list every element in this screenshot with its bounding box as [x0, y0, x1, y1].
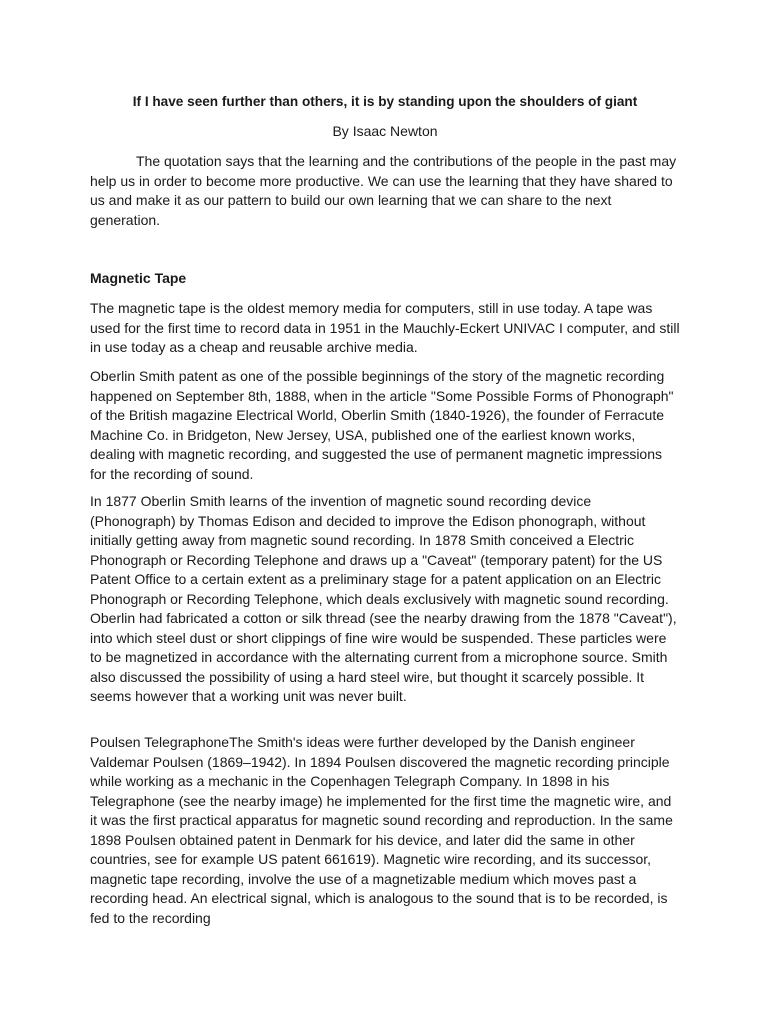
- body-paragraph-3: In 1877 Oberlin Smith learns of the invention of magnetic sound recording device (Phonograph) by Thomas Edison and decided to improve the Edison phonograph, without initially getting away from magnetic sound recording. In 1878 Smith conceived a Electric Phonograph or Recording Telephone and draws up a "Caveat" (temporary patent) for the US Patent Office to a certain extent as a preliminary stage for a patent application on an Electric Phonograph or Recording Telephone, which deals exclusively with magnetic sound recording. Oberlin had fabricated a cotton or silk thread (see the nearby drawing from the 1878 "Caveat"), into which steel dust or short clippings of fine wire would be suspended. These particles were to be magnetized in accordance with the alternating current from a microphone source. Smith also discussed the possibility of using a hard steel wire, but thought it scarcely possible. It seems however that a working unit was never built.: [90, 493, 677, 704]
- body-paragraph-2: Oberlin Smith patent as one of the possible beginnings of the story of the magnetic recording happened on September 8th, 1888, when in the article "Some Possible Forms of Phonograph" of the British magazine Electrical World, Oberlin Smith (1840-1926), the founder of Ferracute Machine Co. in Bridgeton, New Jersey, USA, published one of the earliest known works, dealing with magnetic recording, and suggested the use of permanent magnetic impressions for the recording of sound.: [90, 368, 674, 482]
- body-paragraph-4: Poulsen TelegraphoneThe Smith's ideas were further developed by the Danish engineer Valdemar Poulsen (1869–1942). In 1894 Poulsen discovered the magnetic recording principle while working as a mechanic in the Copenhagen Telegraph Company. In 1898 in his Telegraphone (see the nearby image) he implemented for the first time the magnetic wire, and it was the first practical apparatus for magnetic sound recording and reproduction. In the same 1898 Poulsen obtained patent in Denmark for his device, and later did the same in other countries, see for example US patent 661619). Magnetic wire recording, and its successor, magnetic tape recording, involve the use of a magnetizable medium which moves past a recording head. An electrical signal, which is analogous to the sound that is to be recorded, is fed to the recording: [90, 734, 673, 926]
- document-title: If I have seen further than others, it is by standing upon the shoulders of giant: [132, 94, 638, 109]
- intro-paragraph: The quotation says that the learning and the contributions of the people in the past may help us in order to become more productive. We can use the learning that they have shared to us and make it as our pattern to build our own learning that we can share to the next generation.: [90, 153, 677, 228]
- body-paragraph-1: The magnetic tape is the oldest memory media for computers, still in use today. A tape was used for the first time to record data in 1951 in the Mauchly-Eckert UNIVAC I computer, and still in use today as a cheap and reusable archive media.: [90, 300, 680, 355]
- document-byline: By Isaac Newton: [332, 123, 438, 139]
- section-heading: Magnetic Tape: [90, 270, 187, 286]
